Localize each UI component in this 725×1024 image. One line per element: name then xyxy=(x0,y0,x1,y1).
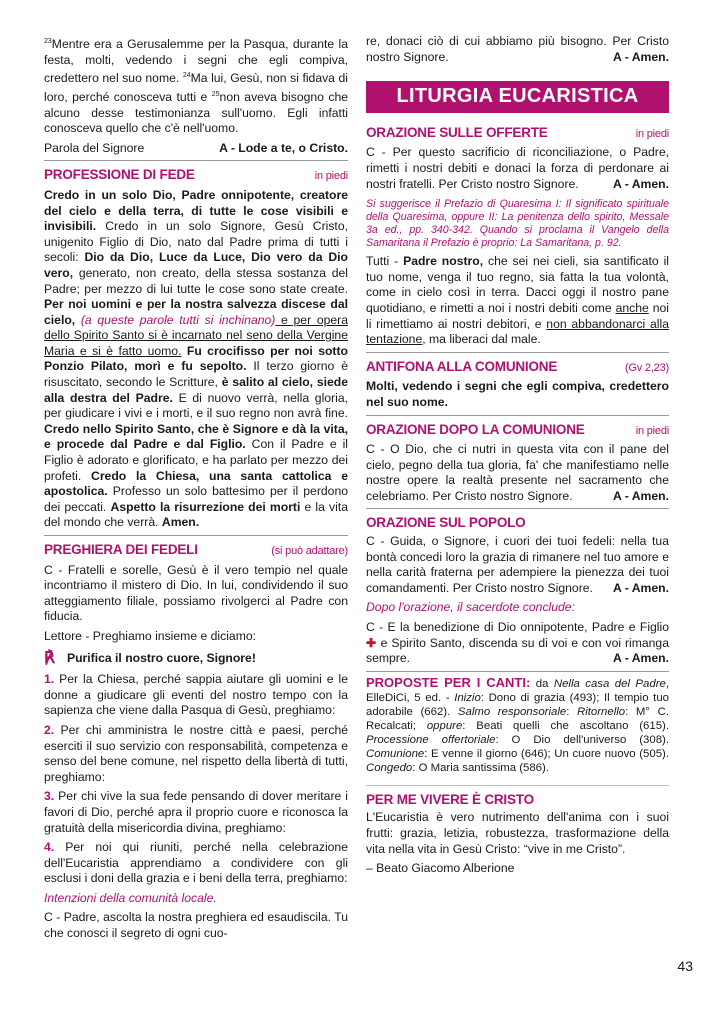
offerings-amen: A - Amen. xyxy=(613,176,669,191)
after-prayer-note: Dopo l'orazione, il sacerdote conclude: xyxy=(366,600,575,615)
left-column xyxy=(44,34,348,946)
intention-4: 4. Per noi qui riuniti, perché nella celebrazione dell'Eucaristia apprendiamo a condividere con gli esclusi i doni della grazia e i beni della terra, preghiamo: xyxy=(44,840,348,886)
intention-1: 1. Per la Chiesa, perché sappia aiutare gli uomini e le donne a giudicare gli eventi del nostro tempo con la sapienza che viene dalla Pasqua di Gesù, preghiamo: xyxy=(44,672,348,718)
eucharist-banner: LITURGIA EUCARISTICA xyxy=(366,81,669,113)
page-number: 43 xyxy=(677,958,693,974)
carry-over-text: re, donaci ciò di cui abbiamo più bisogno. Per Cristo nostro Signore. xyxy=(366,34,669,64)
people-text: C - Guida, o Signore, i cuori dei tuoi fedeli: nella tua bontà concedi loro la grazia di rimanere nel tuo amore e nella carità fraterna per adempiere la pienezza dei tuoi comandamenti. Per Cristo nostro Signore. xyxy=(366,534,669,595)
carry-over-amen: A - Amen. xyxy=(613,49,669,64)
prayer-lector: Lettore - Preghiamo insieme e diciamo: xyxy=(44,628,257,643)
live-heading: PER ME VIVERE È CRISTO xyxy=(366,791,534,807)
prayer-response: ℟ Purifica il nostro cuore, Signore! xyxy=(44,649,256,667)
intention-2: 2. Per chi amministra le nostre città e paesi, perché eserciti il suo servizio con responsabilità, competenza e senso del bene comune, nel rispetto della libertà di tutti, preghiamo: xyxy=(44,722,348,784)
gospel-close: Parola del Signore xyxy=(44,140,145,155)
closing-prayer: C - Padre, ascolta la nostra preghiera ed esaudiscila. Tu che conosci il segreto di ogni cuo- xyxy=(44,910,348,941)
blessing-amen: A - Amen. xyxy=(613,651,669,666)
after-communion-text: C - O Dio, che ci nutri in questa vita con il pane del cielo, pegno della tua gloria, fa' che manifestiamo nelle nostre opere la realtà presente nel sacramento che celebriamo. Per Cristo nostro Signore. xyxy=(366,442,669,503)
community-note: Intenzioni della comunità locale. xyxy=(44,890,217,905)
antiphon-text: Molti, vedendo i segni che egli compiva, credettero nel suo nome. xyxy=(366,379,669,409)
response-icon: ℟ xyxy=(44,649,55,667)
after-communion-heading: ORAZIONE DOPO LA COMUNIONE in piedi xyxy=(366,421,669,437)
lords-prayer: Tutti - Padre nostro, che sei nei cieli, sia santificato il tuo nome, venga il tuo regno, sia fatta la tua volontà, come in cielo così in terra. Dacci oggi il nostro pane quotidiano, e rimetti a noi i nostri debiti come anche noi li rimettiamo ai nostri debitori, e non abbandonarci alla tentazione, ma liberaci dal male. xyxy=(366,254,669,347)
prayer-heading: PREGHIERA DEI FEDELI (si può adattare) xyxy=(44,542,348,557)
creed-heading: PROFESSIONE DI FEDE in piedi xyxy=(44,167,348,183)
live-text: L'Eucaristia è vero nutrimento dell'anima con i suoi frutti: grazia, letizia, robustezza, trasformazione della vita nella vita in Gesù Cristo: “vive in me Cristo”. xyxy=(366,810,669,856)
creed-text: Credo in un solo Dio, Padre onnipotente, creatore del cielo e della terra, di tutte le cose visibili e invisibili. Credo in un solo Signore, Gesù Cristo, unigenito Figlio di Dio, nato dal Padre prima di tutti i secoli: Dio da Dio, Luce da Luce, Dio vero da Dio vero, generato, non creato, della stessa sostanza del Padre; per mezzo di lui tutte le cose sono state create. Per noi uomini e per la nostra salvezza discese dal cielo, (a queste parole tutti si inchinano) e per opera dello Spirito Santo si è incarnato nel seno della Vergine Maria e si è fatto uomo. Fu crocifisso per noi sotto Ponzio Pilato, morì e fu sepolto. Il terzo giorno è risuscitato, secondo le Scritture, è salito al cielo, siede alla destra del Padre. E di nuovo verrà, nella gloria, per giudicare i vivi e i morti, e il suo regno non avrà fine. Credo nello Spirito Santo, che è Signore e dà la vita, e procede dal Padre e dal Figlio. Con il Padre e il Figlio è adorato e glorificato, e ha parlato per mezzo dei profeti. Credo la Chiesa, una santa cattolica e apostolica. Professo un solo battesimo per il perdono dei peccati. Aspetto la risurrezione dei morti e la vita del mondo che verrà. Amen. xyxy=(44,187,349,530)
live-author: – Beato Giacomo Alberione xyxy=(366,861,515,876)
people-amen: A - Amen. xyxy=(613,580,669,595)
offerings-text: C - Per questo sacrificio di riconciliazione, o Padre, rimetti i nostri debiti e donaci la forza di perdonare ai nostri fratelli. Per Cristo nostro Signore. xyxy=(366,145,669,191)
right-column xyxy=(366,34,669,881)
people-heading: ORAZIONE SUL POPOLO xyxy=(366,515,526,531)
songs-text: PROPOSTE PER I CANTI: da Nella casa del Padre, ElleDiCi, 5 ed. - Inizio: Dono di grazia (493); Il tempio tuo adorabile (662). Salmo responsoriale: Ritornello: M° C. Recalcati; oppure: Beati quelli che ascoltano (615). Processione offertoriale: O Dio dell'universo (308). Comunione: E venne il giorno (646); Un cuore nuovo (505). Congedo: O Maria santissima (586). xyxy=(366,674,669,774)
gospel-response: A - Lode a te, o Cristo. xyxy=(219,140,348,155)
prayer-intro: C - Fratelli e sorelle, Gesù è il vero tempio nel quale incontriamo il mistero di Dio. In lui, condividendo il suo atteggiamento filiale, possiamo rivolgerci al Padre con fiducia. xyxy=(44,562,348,624)
antiphon-heading: ANTIFONA ALLA COMUNIONE (Gv 2,23) xyxy=(366,358,669,374)
preface-note: Si suggerisce il Prefazio di Quaresima I: Il significato spirituale della Quaresima, oppure II: La penitenza dello spirito, Messale 3a ed., pp. 340-342. Quando si proclama il Vangelo della Samaritana il Prefazio è proprio: La Samaritana, p. 92. xyxy=(366,198,669,250)
offerings-heading: ORAZIONE SULLE OFFERTE in piedi xyxy=(366,124,669,140)
after-communion-amen: A - Amen. xyxy=(613,488,669,503)
intention-3: 3. Per chi vive la sua fede pensando di dover meritare i favori di Dio, perché apra il proprio cuore e riconosca la gratuità della misericordia divina, preghiamo: xyxy=(44,789,348,835)
gospel-text: $^{23}$Mentre era a Gerusalemme per la Pasqua, durante la festa, molti, vedendo i segni che egli compiva, credettero nel suo nome. $^{24}$Ma lui, Gesù, non si fidava di loro, perché conosceva tutti e $^{25}$non aveva bisogno che alcuno desse testimonianza sull'uomo. Egli infatti conosceva quello che c'è nell'uomo. xyxy=(44,37,348,136)
cross-icon: ✚ xyxy=(366,635,377,650)
blessing-text: C - E la benedizione di Dio onnipotente, Padre e Figlio ✚ e Spirito Santo, discenda su di voi e con voi rimanga sempre. xyxy=(366,620,669,666)
